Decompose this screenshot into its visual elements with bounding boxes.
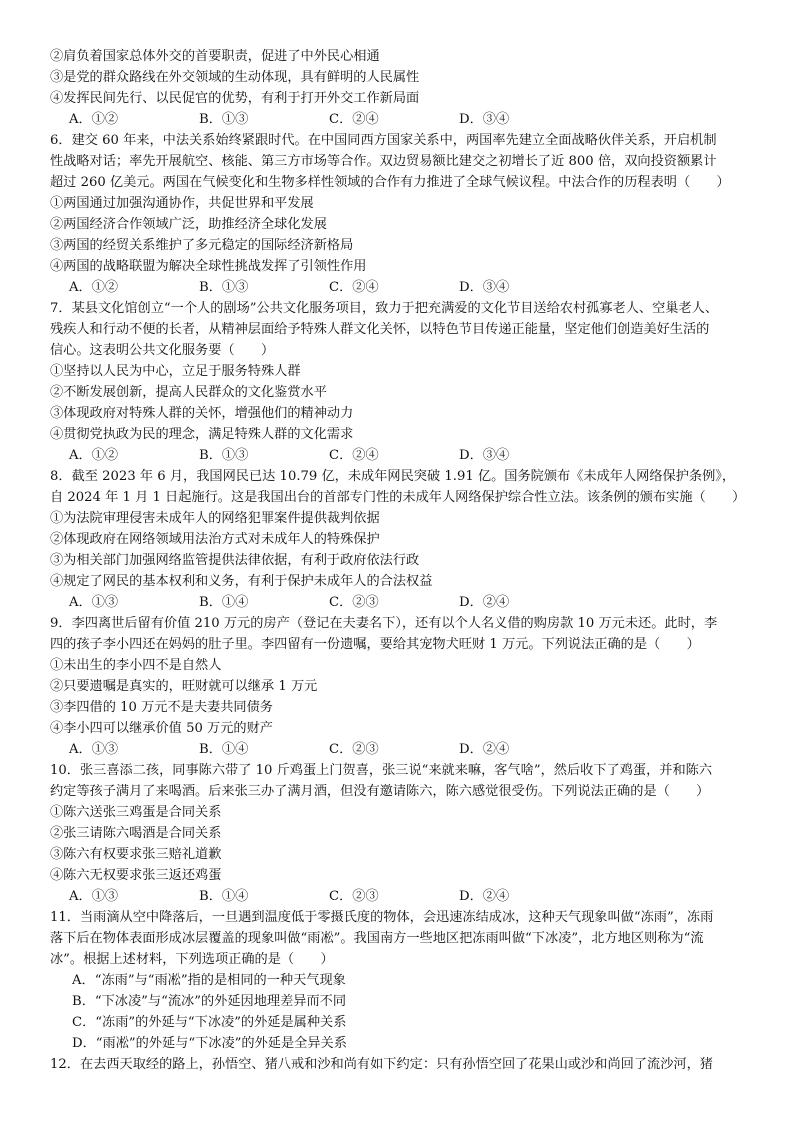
statement: ③体现政府对特殊人群的关怀，增强他们的精神动力	[50, 406, 354, 421]
statement: ④规定了网民的基本权利和义务，有利于保护未成年人的合法权益	[50, 574, 433, 589]
answer-options	[50, 739, 762, 760]
question-stem: 12．在去西天取经的路上，孙悟空、猪八戒和沙和尚有如下约定：只有孙悟空回了花果山或沙和尚回了流沙河，猪	[50, 1057, 713, 1072]
option-c[interactable]: C．②④	[329, 112, 379, 127]
option-a[interactable]: A．①③	[69, 595, 119, 610]
question-8	[50, 466, 762, 613]
option-c[interactable]: C．②③	[329, 889, 379, 904]
statement: ②张三请陈六喝酒是合同关系	[50, 826, 222, 841]
statement: ①坚持以人民为中心，立足于服务特殊人群	[50, 364, 301, 379]
choice-b[interactable]: B．“下冰凌”与“流冰”的外延因地理差异而不同	[72, 994, 347, 1009]
question-stem: 8．截至 2023 年 6 月，我国网民已达 10.79 亿，未成年网民突破 1.91 亿。国务院颁布《未成年人网络保护条例》，	[50, 469, 736, 484]
option-b[interactable]: B．①③	[199, 112, 249, 127]
statement: ④陈六无权要求张三返还鸡蛋	[50, 868, 222, 883]
option-d[interactable]: D．②④	[459, 742, 510, 757]
question-stem: 冰”。根据上述材料，下列选项正确的是（ ）	[50, 952, 334, 967]
question-stem: 残疾人和行动不便的长者，从精神层面给予特殊人群文化关怀，以特色节目传递正能量，坚定他们创造美好生活的	[50, 322, 710, 337]
question-stem: 自 2024 年 1 月 1 日起施行。这是我国出台的首部专门性的未成年人网络保护综合性立法。该条例的颁布实施（ ）	[50, 490, 746, 505]
option-a[interactable]: A．①②	[69, 448, 119, 463]
option-d[interactable]: D．③④	[459, 448, 510, 463]
question-stem: 10．张三喜添二孩，同事陈六带了 10 斤鸡蛋上门贺喜，张三说“来就来嘛，客气啥”，然后收下了鸡蛋，并和陈六	[50, 763, 713, 778]
statement: ①两国通过加强沟通协作，共促世界和平发展	[50, 196, 314, 211]
answer-options	[50, 445, 762, 466]
question-stem: 约定等孩子满月了来喝酒。后来张三办了满月酒，但没有邀请陈六，陈六感觉很受伤。下列说法正确的是（ ）	[50, 784, 710, 799]
option-c[interactable]: C．②③	[329, 742, 379, 757]
answer-options	[50, 109, 762, 130]
statement: ④李小四可以继承价值 50 万元的财产	[50, 721, 273, 736]
question-7	[50, 298, 762, 466]
exam-content	[50, 46, 762, 1075]
option-c[interactable]: C．②③	[329, 595, 379, 610]
choice-d[interactable]: D．“雨凇”的外延与“下冰凌”的外延是全异关系	[72, 1036, 347, 1051]
statement: ③为相关部门加强网络监管提供法律依据，有利于政府依法行政	[50, 553, 420, 568]
option-d[interactable]: D．③④	[459, 280, 510, 295]
question-stem: 四的孩子李小四还在妈妈的肚子里。李四留有一份遗嘱，要给其宠物犬旺财 1 万元。下列说法正确的是（ ）	[50, 637, 700, 652]
statement: ②只要遗嘱是真实的，旺财就可以继承 1 万元	[50, 679, 318, 694]
question-9	[50, 613, 762, 760]
question-stem: 性战略对话；率先开展航空、核能、第三方市场等合作。双边贸易额比建交之初增长了近 800 倍，双向投资额累计	[50, 154, 717, 169]
question-stem: 信心。这表明公共文化服务要（ ）	[50, 343, 275, 358]
question-stem: 6．建交 60 年来，中法关系始终紧跟时代。在中国同西方国家关系中，两国率先建立全面战略伙伴关系，开启机制	[50, 133, 717, 148]
question-5-tail	[50, 46, 762, 130]
option-c[interactable]: C．②④	[329, 448, 379, 463]
question-stem: 9．李四离世后留有价值 210 万元的房产（登记在夫妻名下），还有以个人名义借的购房款 10 万元未还。此时，李	[50, 616, 718, 631]
answer-options	[50, 277, 762, 298]
option-a[interactable]: A．①③	[69, 889, 119, 904]
statement: ①陈六送张三鸡蛋是合同关系	[50, 805, 222, 820]
option-b[interactable]: B．①④	[199, 889, 249, 904]
option-b[interactable]: B．①④	[199, 742, 249, 757]
option-d[interactable]: D．②④	[459, 595, 510, 610]
statement: ④贯彻党执政为民的理念，满足特殊人群的文化需求	[50, 427, 354, 442]
question-12	[50, 1054, 762, 1075]
question-stem: 超过 260 亿美元。两国在气候变化和生物多样性领域的合作有力推进了全球气候议程。中法合作的历程表明（ ）	[50, 175, 730, 190]
question-6	[50, 130, 762, 298]
option-c[interactable]: C．②④	[329, 280, 379, 295]
statement: ①未出生的李小四不是自然人	[50, 658, 222, 673]
question-11	[50, 907, 762, 1054]
option-a[interactable]: A．①②	[69, 112, 119, 127]
answer-options	[50, 592, 762, 613]
statement: ④两国的战略联盟为解决全球性挑战发挥了引领性作用	[50, 259, 367, 274]
option-a[interactable]: A．①③	[69, 742, 119, 757]
statement: ③两国的经贸关系维护了多元稳定的国际经济新格局	[50, 238, 354, 253]
question-stem: 11．当雨滴从空中降落后，一旦遇到温度低于零摄氏度的物体，会迅速冻结成冰，这种天气现象叫做“冻雨”，冻雨	[50, 910, 714, 925]
answer-options	[50, 886, 762, 907]
option-a[interactable]: A．①②	[69, 280, 119, 295]
option-b[interactable]: B．①④	[199, 595, 249, 610]
statement: ②两国经济合作领域广泛，助推经济全球化发展	[50, 217, 327, 232]
question-10	[50, 760, 762, 907]
statement: ①为法院审理侵害未成年人的网络犯罪案件提供裁判依据	[50, 511, 380, 526]
statement: ④发挥民间先行、以民促官的优势，有利于打开外交工作新局面	[50, 91, 420, 106]
statement: ③陈六有权要求张三赔礼道歉	[50, 847, 222, 862]
statement: ③李四借的 10 万元不是夫妻共同债务	[50, 700, 273, 715]
question-stem: 7．某县文化馆创立“一个人的剧场”公共文化服务项目，致力于把充满爱的文化节目送给农村孤寡老人、空巢老人、	[50, 301, 719, 316]
option-d[interactable]: D．③④	[459, 112, 510, 127]
statement: ②体现政府在网络领域用法治方式对未成年人的特殊保护	[50, 532, 380, 547]
choice-a[interactable]: A．“冻雨”与“雨凇”指的是相同的一种天气现象	[72, 973, 346, 988]
statement: ③是党的群众路线在外交领域的生动体现，具有鲜明的人民属性	[50, 70, 420, 85]
question-stem: 落下后在物体表面形成冰层覆盖的现象叫做“雨凇”。我国南方一些地区把冻雨叫做“下冰凌”，北方地区则称为“流	[50, 931, 704, 946]
statement: ②不断发展创新，提高人民群众的文化鉴赏水平	[50, 385, 327, 400]
statement: ②肩负着国家总体外交的首要职责，促进了中外民心相通	[50, 49, 380, 64]
option-d[interactable]: D．②④	[459, 889, 510, 904]
choice-c[interactable]: C．“冻雨”的外延与“下冰凌”的外延是属种关系	[72, 1015, 347, 1030]
option-b[interactable]: B．①③	[199, 448, 249, 463]
option-b[interactable]: B．①③	[199, 280, 249, 295]
